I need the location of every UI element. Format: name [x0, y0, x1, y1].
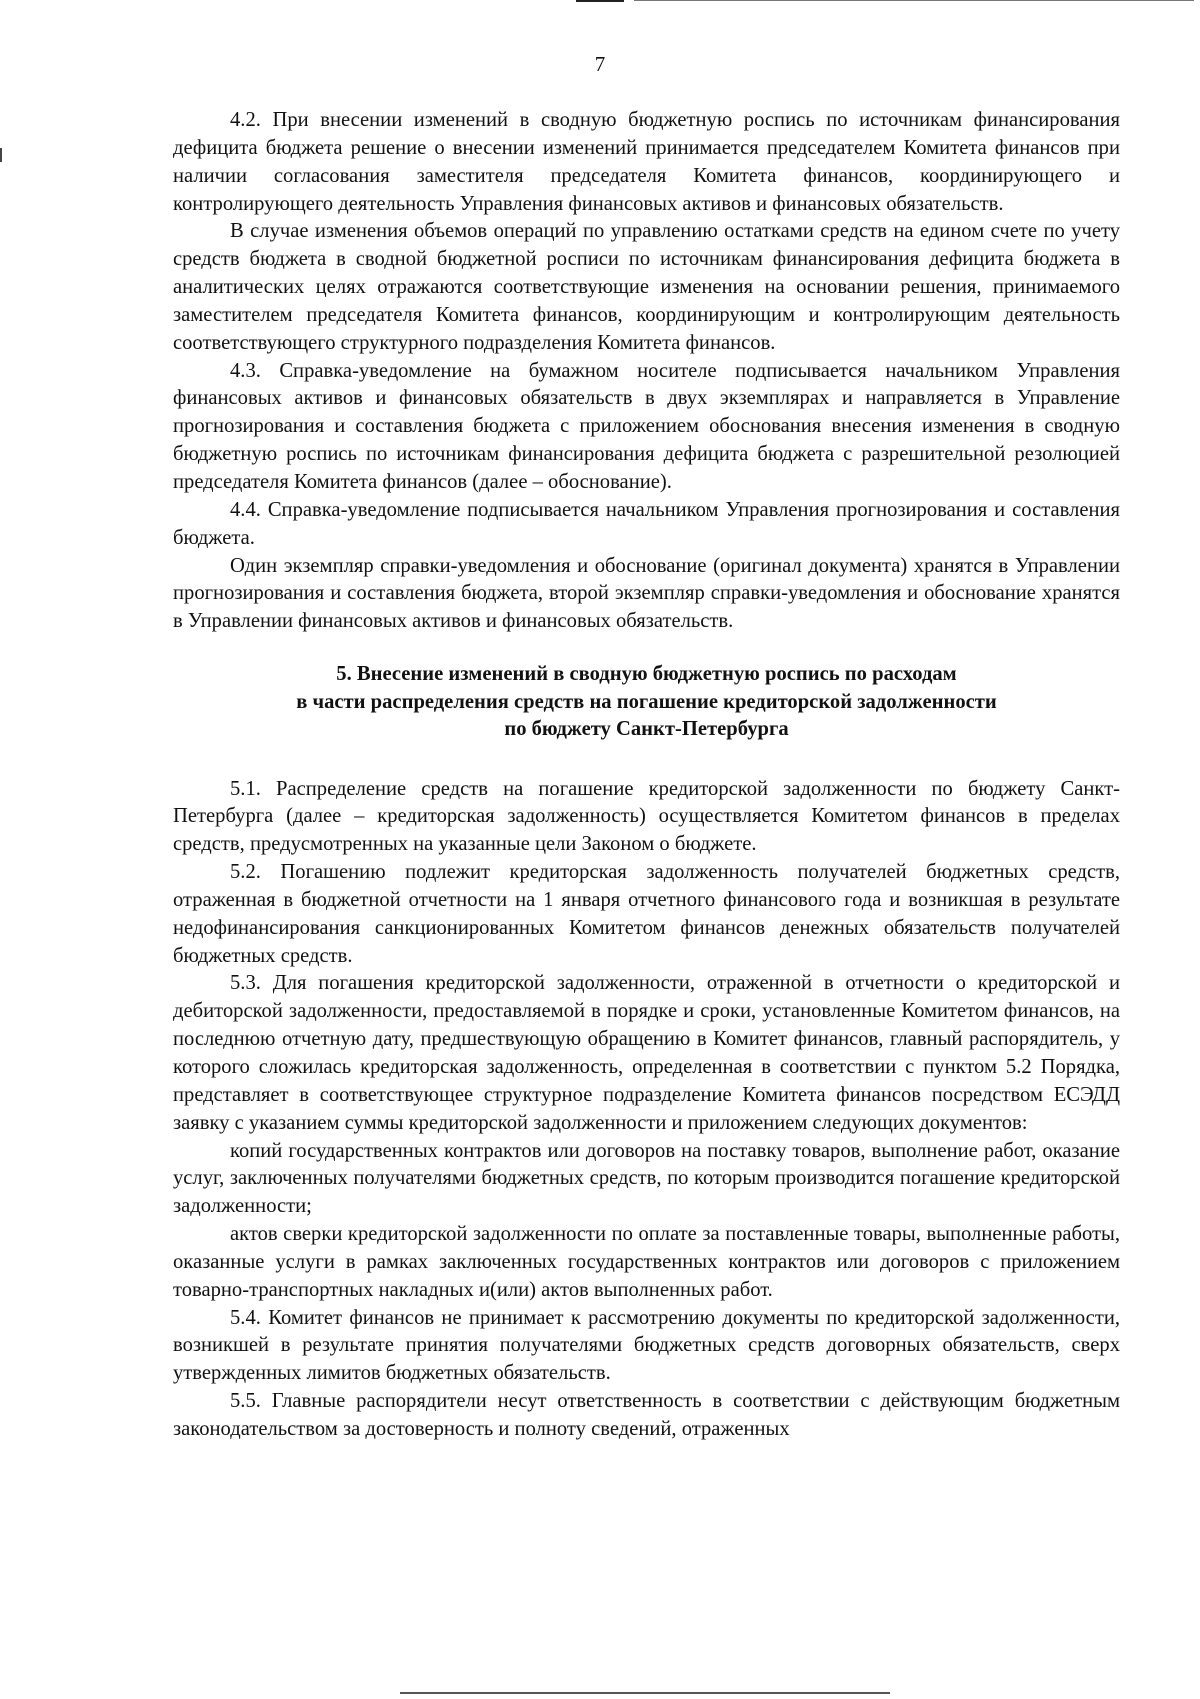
section-5-title	[173, 661, 1120, 744]
paragraph-5-3-item-contracts: копий государственных контрактов или договоров на поставку товаров, выполнение работ, оказание услуг, заключенных получателями бюджетных средств, по которым производится погашение кредиторской задолженности;	[173, 1139, 1120, 1218]
document-body	[173, 107, 1120, 1444]
paragraph-5-5: 5.5. Главные распорядители несут ответственность в соответствии с действующим бюджетным законодательством за достоверность и полноту сведений, отраженных	[173, 1390, 1120, 1440]
page-number: 7	[594, 52, 606, 76]
scan-left-edge-mark	[0, 148, 2, 162]
scan-top-edge-mark	[576, 0, 624, 2]
section-title-line: по бюджету Санкт-Петербурга	[504, 718, 789, 741]
paragraph-5-3-item-acts: актов сверки кредиторской задолженности по оплате за поставленные товары, выполненные работы, оказанные услуги в рамках заключенных государственных контрактов или договоров с приложением товарно-транспортных накладных и(или) актов выполненных работ.	[173, 1223, 1120, 1301]
paragraph-5-2: 5.2. Погашению подлежит кредиторская задолженность получателей бюджетных средств, отраженная в бюджетной отчетности на 1 января отчетного финансового года и возникшая в результате недофинансирования санкционированных Комитетом финансов денежных обязательств получателей бюджетных средств.	[173, 861, 1120, 967]
paragraph-4-2-continued: В случае изменения объемов операций по управлению остатками средств на едином счете по учету средств бюджета в сводной бюджетной росписи по источникам финансирования дефицита бюджета в аналитических целях отражаются соответствующие изменения на основании решения, принимаемого заместителем председателя Комитета финансов, координирующим и контролирующим деятельность соответствующего структурного подразделения Комитета финансов.	[173, 220, 1120, 354]
paragraph-5-4: 5.4. Комитет финансов не принимает к рассмотрению документы по кредиторской задолженности, возникшей в результате принятия получателями бюджетных средств договорных обязательств, сверх утвержденных лимитов бюджетных обязательств.	[173, 1306, 1120, 1385]
paragraph-4-4: 4.4. Справка-уведомление подписывается начальником Управления прогнозирования и составления бюджета.	[173, 498, 1120, 549]
paragraph-4-4-continued: Один экземпляр справки-уведомления и обоснование (оригинал документа) хранятся в Управлении прогнозирования и составления бюджета, второй экземпляр справки-уведомления и обоснование хранятся в Управлении финансовых активов и финансовых обязательств.	[173, 554, 1120, 633]
paragraph-5-1: 5.1. Распределение средств на погашение кредиторской задолженности по бюджету Санкт-Петербурга (далее – кредиторская задолженность) осуществляется Комитетом финансов в пределах средств, предусмотренных на указанные цели Законом о бюджете.	[173, 777, 1120, 856]
scan-top-edge-line	[634, 0, 1194, 1]
scan-bottom-edge-line	[400, 1692, 890, 1694]
section-title-line: в части распределения средств на погашение кредиторской задолженности	[296, 690, 997, 713]
paragraph-4-3: 4.3. Справка-уведомление на бумажном носителе подписывается начальником Управления финансовых активов и финансовых обязательств в двух экземплярах и направляется в Управление прогнозирования и составления бюджета с приложением обоснования внесения изменения в сводную бюджетную роспись по источникам финансирования дефицита бюджета с разрешительной резолюцией председателя Комитета финансов (далее – обоснование).	[173, 359, 1120, 493]
section-title-line: 5. Внесение изменений в сводную бюджетную роспись по расходам	[336, 663, 957, 686]
paragraph-4-2: 4.2. При внесении изменений в сводную бюджетную роспись по источникам финансирования дефицита бюджета решение о внесении изменений принимается председателем Комитета финансов при наличии согласования заместителя председателя Комитета финансов, координирующего и контролирующего деятельность Управления финансовых активов и финансовых обязательств.	[173, 109, 1120, 215]
paragraph-5-3: 5.3. Для погашения кредиторской задолженности, отраженной в отчетности о кредиторской и дебиторской задолженности, предоставляемой в порядке и сроки, установленные Комитетом финансов, на последнюю отчетную дату, предшествующую обращению в Комитет финансов, главный распорядитель, у которого сложилась кредиторская задолженность, определенная в соответствии с пунктом 5.2 Порядка, представляет в соответствующее структурное подразделение Комитета финансов посредством ЕСЭДД заявку с указанием суммы кредиторской задолженности и приложением следующих документов:	[173, 972, 1120, 1134]
